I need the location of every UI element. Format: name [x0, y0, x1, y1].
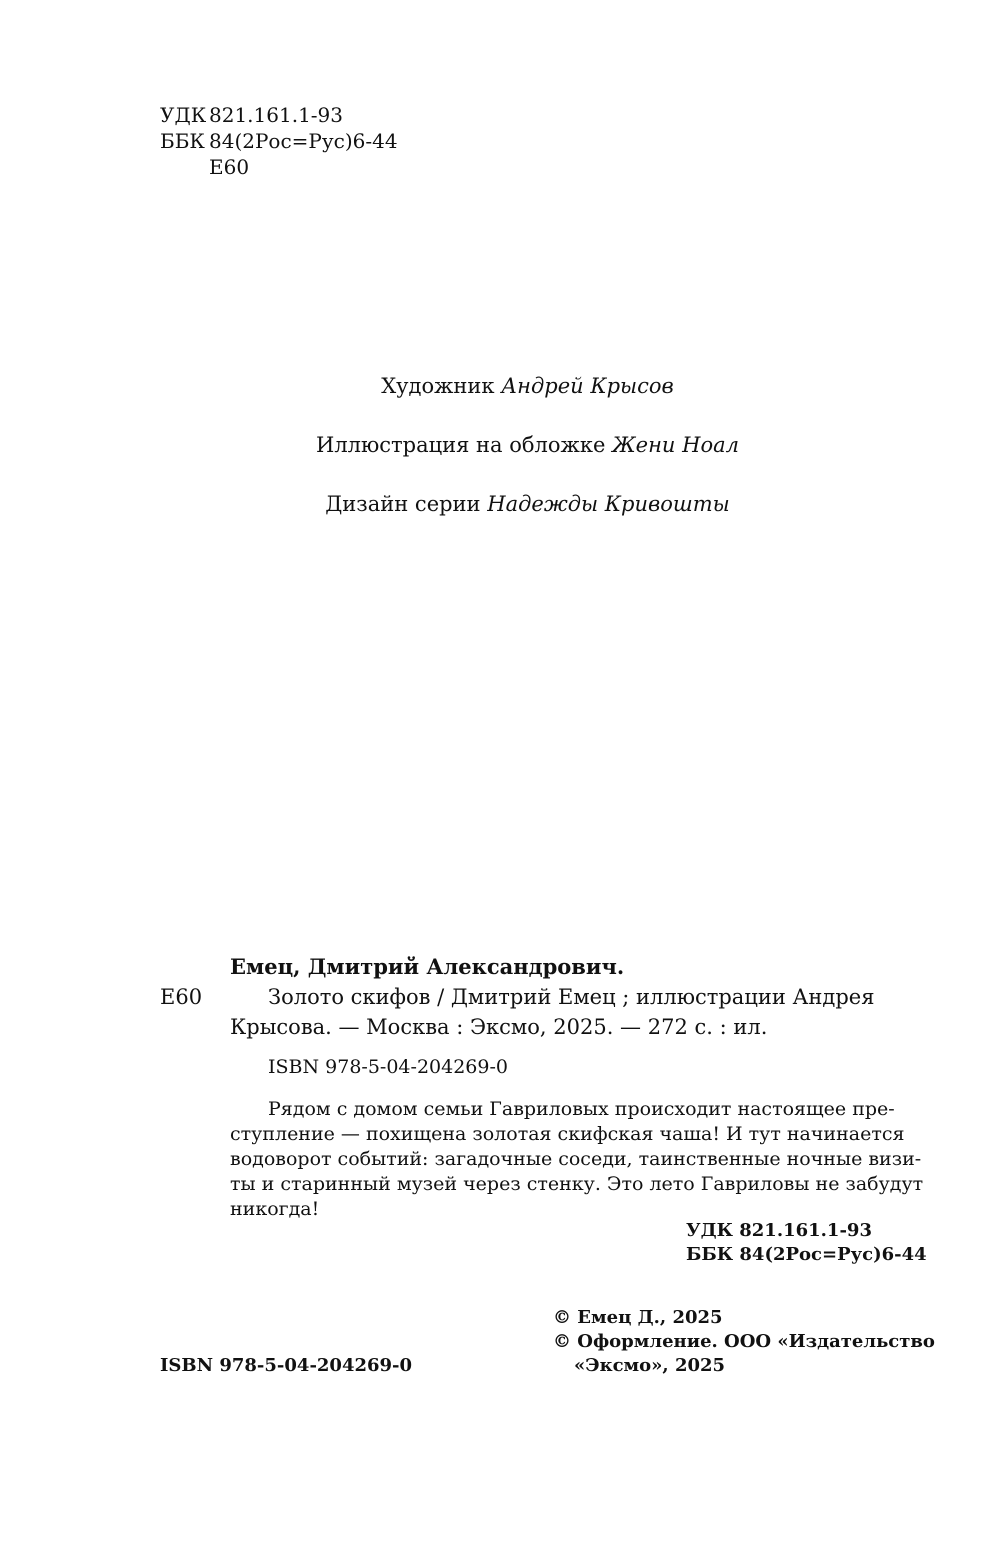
catalog-annotation [0, 0, 1, 1]
catalog-author-mark: Е60 [160, 985, 203, 1009]
footer-isbn: ISBN 978-5-04-204269-0 [160, 1355, 413, 1376]
copyright-design-line-2: «Эксмо», 2025 [574, 1355, 726, 1376]
credit-series-design-role: Дизайн серии [325, 492, 481, 516]
annotation-line: никогда! [230, 1198, 320, 1220]
top-author-mark: Е60 [209, 155, 250, 179]
credit-illustrator-role: Художник [381, 374, 495, 398]
top-udk-value: 821.161.1-93 [209, 103, 343, 127]
catalog-title-line-2: Крысова. — Москва : Эксмо, 2025. — 272 с. : ил. [230, 1015, 768, 1039]
credit-cover-role: Иллюстрация на обложке [316, 433, 606, 457]
credit-illustrator-name: Андрей Крысов [501, 374, 674, 398]
credit-illustrator [0, 374, 1000, 398]
catalog-udk: УДК 821.161.1-93 [686, 1220, 872, 1241]
catalog-author-heading: Емец, Дмитрий Александрович. [230, 954, 625, 979]
catalog-title-line-1: Золото скифов / Дмитрий Емец ; иллюстрации Андрея [268, 985, 875, 1009]
copyright-design-line-1: © Оформление. ООО «Издательство [553, 1331, 935, 1352]
annotation-line: водоворот событий: загадочные соседи, таинственные ночные визи- [230, 1148, 922, 1170]
annotation-line: ты и старинный музей через стенку. Это лето Гавриловы не забудут [230, 1173, 924, 1195]
top-bbk-value: 84(2Рос=Рус)6-44 [209, 129, 398, 153]
credit-cover [0, 433, 1000, 457]
top-udk-label: УДК [160, 103, 207, 127]
credit-series-design [0, 492, 1000, 516]
credit-cover-name: Жени Ноал [612, 433, 739, 457]
catalog-isbn: ISBN 978-5-04-204269-0 [268, 1056, 508, 1078]
annotation-line: Рядом с домом семьи Гавриловых происходит настоящее пре- [268, 1098, 895, 1120]
credit-series-design-name: Надежды Кривошты [487, 492, 730, 516]
annotation-line: ступление — похищена золотая скифская чаша! И тут начинается [230, 1123, 905, 1145]
catalog-bbk: ББК 84(2Рос=Рус)6-44 [686, 1244, 927, 1265]
top-bbk-label: ББК [160, 129, 205, 153]
copyright-author: © Емец Д., 2025 [553, 1307, 723, 1328]
